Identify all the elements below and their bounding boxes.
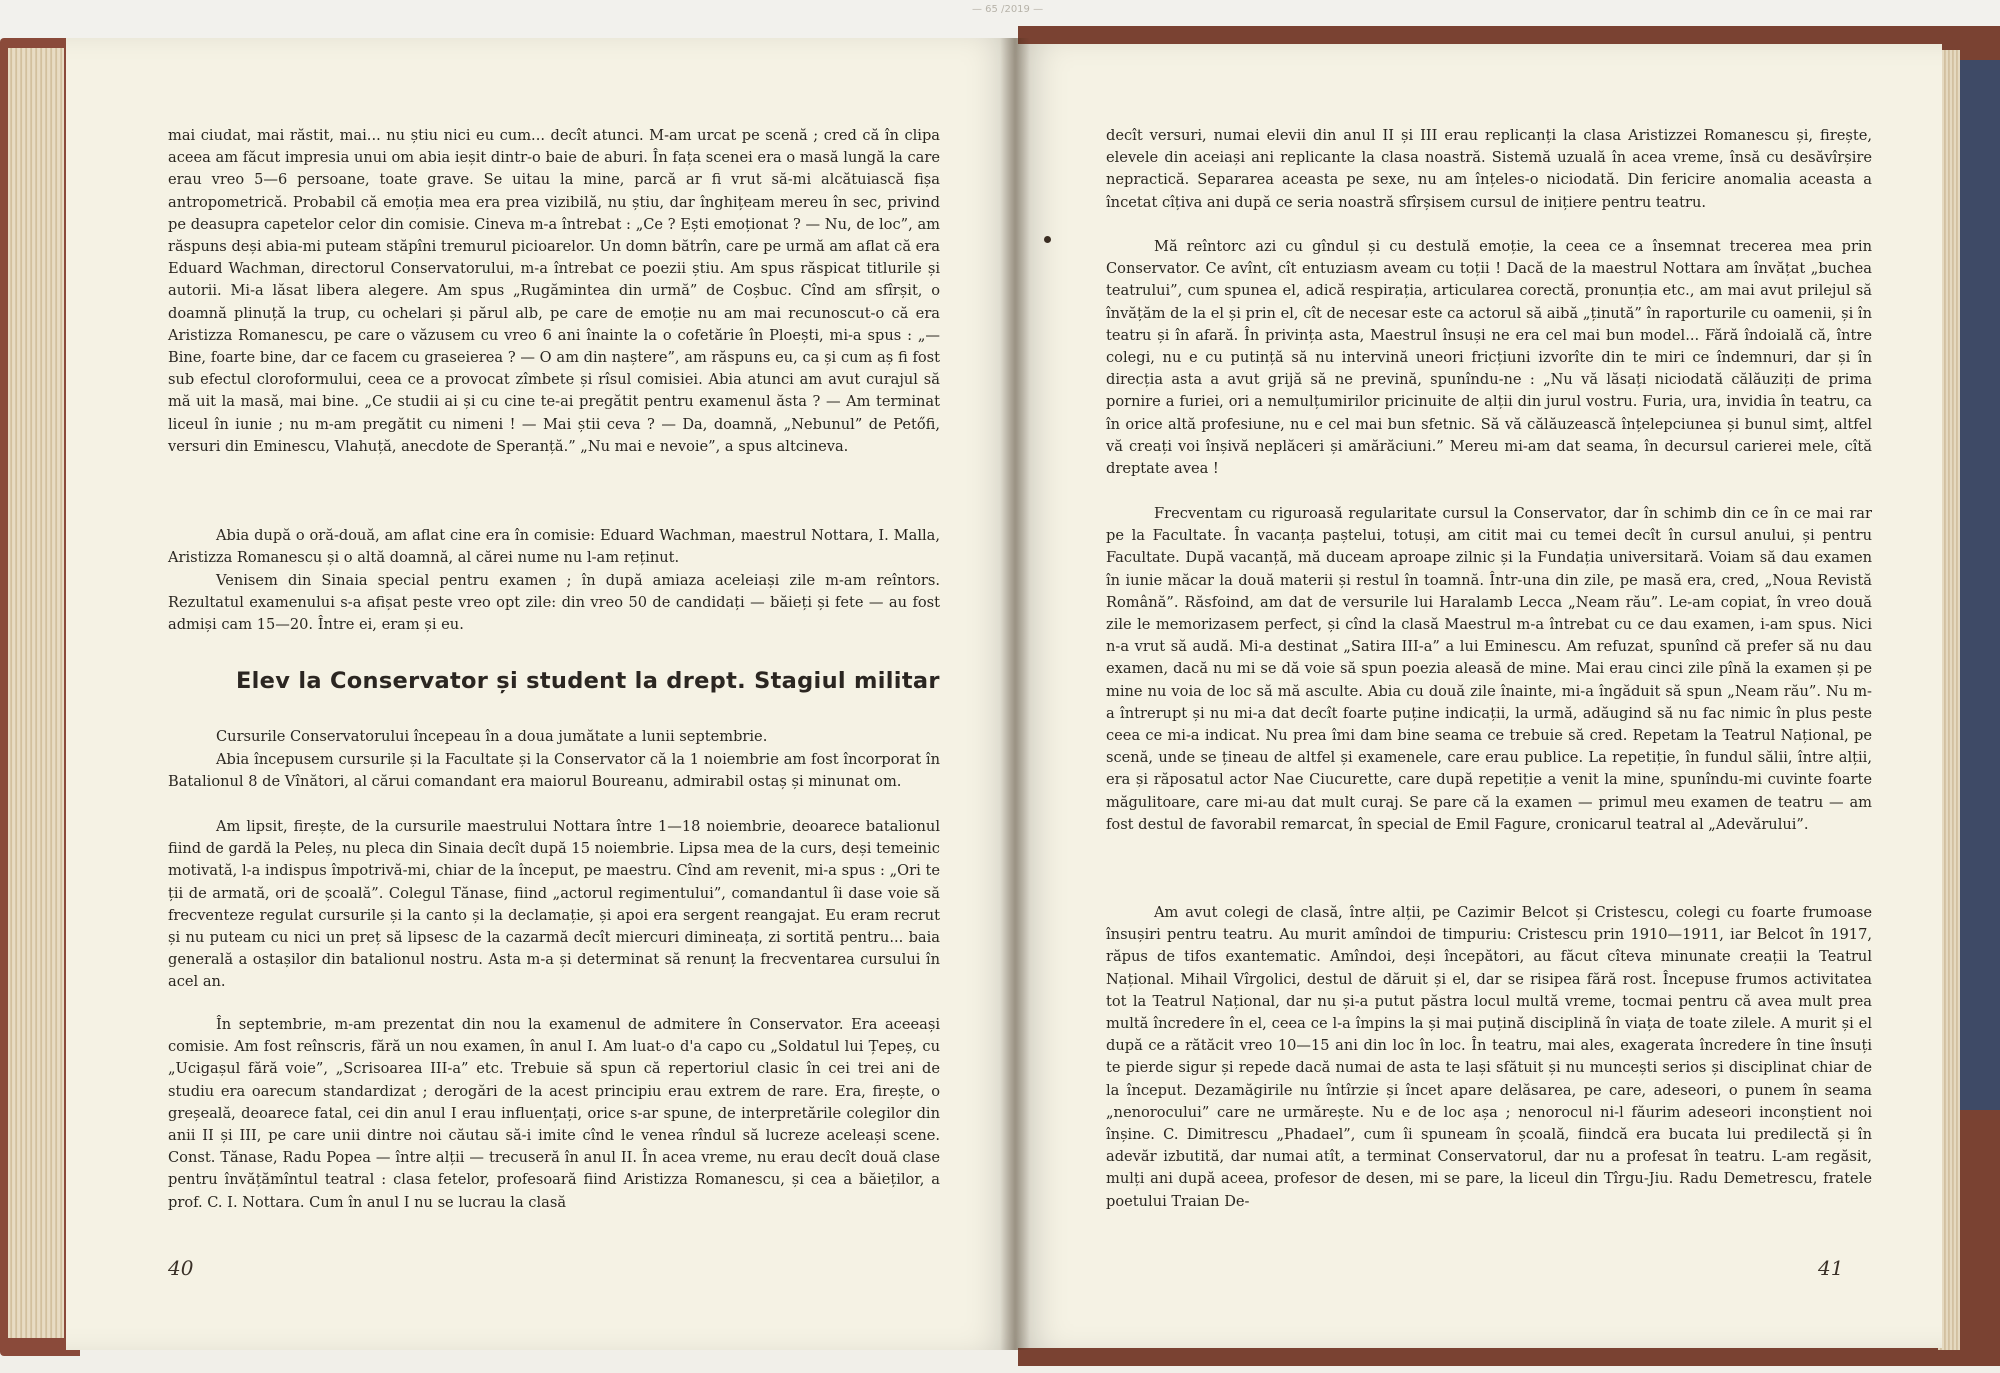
left-paragraph-1: mai ciudat, mai răstit, mai... nu știu nici eu cum... decît atunci. M-am urcat pe scenă ; cred că în clipa aceea am făcut impresia unui om abia ieșit dintr-o baie de aburi. În fața scenei era o masă lungă la care erau vreo 5—6 persoane, toate grave. Se uitau la mine, parcă ar fi vrut să-mi alcătuiască fișa antropometrică. Probabil că emoția mea era prea vizibilă, nu știu, dar înghițeam mereu în sec, privind pe deasupra capetelor celor din comisie. Cineva m-a întrebat : „Ce ? Ești emoționat ? — Nu, de loc”, am răspuns deși abia-mi puteam stăpîni tremurul picioarelor. Un domn bătrîn, care pe urmă am aflat că era Eduard Wachman, directorul Conservatorului, m-a întrebat ce poezii știu. Am spus răspicat titlurile și autorii. Mi-a lăsat libera alegere. Am spus „Rugămintea din urmă” de Coșbuc. Cînd am sfîrșit, o doamnă plinuță la trup, cu ochelari și părul alb, pe care de emoție nu am mai recunoscut-o că era Aristizza Romanescu, pe care o văzusem cu vreo 6 ani înainte la o cofetărie în Ploești, mi-a spus : „— Bine, foarte bine, dar ce facem cu graseierea ? — O am din naștere”, am răspuns eu, ca și cum aș fi fost sub efectul cloroformului, ceea ce a provocat zîmbete și rîsul comisiei. Abia atunci am avut curajul să mă uit la masă, mai bine. „Ce studii ai și cu cine te-ai pregătit pentru examenul ăsta ? — Am terminat liceul în iunie ; nu m-am pregătit cu nimeni ! — Mai știi ceva ? — Da, doamnă, „Nebunul” de Petőfi, versuri din Eminescu, Vlahuță, anecdote de Speranță.” „Nu mai e nevoie”, a spus altcineva. — [168, 127, 940, 455]
margin-mark — [1044, 236, 1051, 243]
left-paragraph-7: În septembrie, m-am prezentat din nou la examenul de admitere în Conservator. Era aceeași comisie. Am fost reînscris, fără un nou examen, în anul I. Am luat-o d'a capo cu „Soldatul lui Țepeș, cu „Ucigașul fără voie”, „Scrisoarea III-a” etc. Trebuie să spun că repertoriul clasic în cei trei ani de studiu era oarecum standardizat ; derogări de la acest principiu erau extrem de rare. Era, firește, o greșeală, deoarece fatal, cei din anul I erau influențați, orice s-ar spune, de interpretările colegilor din anii II și III, pe care unii dintre noi căutau să-i imite cînd le venea rîndul să lucreze aceleași scene. Const. Tănase, Radu Popea — între alții — trecuseră în anul II. În acea vreme, nu erau decît două clase pentru învățămîntul teatral : clasa fetelor, profesoară fiind Aristizza Romanescu, și cea a băieților, a prof. C. I. Nottara. Cum în anul I nu se lucrau la clasă — [168, 1016, 940, 1211]
page-number-right: 41 — [1818, 1256, 1844, 1280]
left-paragraph-2: Abia după o oră-două, am aflat cine era în comisie: Eduard Wachman, maestrul Nottara, I. Malla, Aristizza Romanescu și o altă doamnă, al cărei nume nu l-am reținut. — [168, 527, 940, 567]
archive-stamp: — 65 /2019 — — [972, 4, 1044, 15]
section-heading: Elev la Conservator și student la drept. Stagiul militar — [236, 668, 940, 694]
right-paragraph-4: Am avut colegi de clasă, între alții, pe Cazimir Belcot și Cristescu, colegi cu foarte frumoase însușiri pentru teatru. Au murit amîndoi de timpuriu: Cristescu prin 1910—1911, iar Belcot în 1917, răpus de tifos exantematic. Amîndoi, deși începători, au făcut cîteva minunate creații la Teatrul Național. Mihail Vîrgolici, destul de dăruit și el, dar se risipea fără rost. Începuse frumos activitatea tot la Teatrul Național, dar nu și-a putut păstra locul multă vreme, tocmai pentru că avea mult prea multă încredere în el, ceea ce l-a împins la și mai puțină disciplină în viața de toate zilele. A murit și el după ce a rătăcit vreo 10—15 ani din loc în loc. În teatru, mai ales, exagerata încredere în tine însuți te pierde sigur și repede dacă numai de asta te lași sfătuit și nu muncești serios și disciplinat chiar de la început. Dezamăgirile nu întîrzie și încet apare delăsarea, pe care, adeseori, o punem în seama „nenorocului” care ne urmărește. Nu e de loc așa ; nenorocul ni-l făurim adeseori inconștient noi înșine. C. Dimitrescu „Phadael”, cum îi spuneam în școală, fiindcă era bucata lui predilectă și în adevăr izbutită, dar numai atît, a terminat Conservatorul, dar nu a profesat în teatru. L-am regăsit, mulți ani după aceea, profesor de desen, mi se pare, la liceul din Tîrgu-Jiu. Radu Demetrescu, fratele poetului Traian De- — [1106, 904, 1872, 1210]
right-paragraph-1: decît versuri, numai elevii din anul II și III erau replicanți la clasa Aristizzei Romanescu și, firește, elevele din aceiași ani replicante la clasa noastră. Sistemă uzuală în acea vreme, însă cu desăvîrșire nepractică. Separarea aceasta pe sexe, nu am înțeles-o niciodată. Din fericire anomalia aceasta a încetat cîțiva ani după ce seria noastră sfîrșisem cursul de inițiere pentru teatru. — [1106, 127, 1872, 211]
left-paragraph-6: Am lipsit, firește, de la cursurile maestrului Nottara între 1—18 noiembrie, deoarece batalionul fiind de gardă la Peleș, nu pleca din Sinaia decît după 15 noiembrie. Lipsa mea de la curs, deși temeinic motivată, l-a indispus împotrivă-mi, chiar de la început, pe maestru. Cînd am revenit, mi-a spus : „Ori te ții de armată, ori de școală”. Colegul Tănase, fiind „actorul regimentului”, comandantul îi dase voie să frecventeze regulat cursurile și la canto și la declamație, și apoi era sergent reangajat. Eu eram recrut și nu puteam cu nici un preț să lipsesc de la cazarmă decît miercuri dimineața, zi sortită pentru... baia generală a ostașilor din batalionul nostru. Asta m-a și determinat să renunț la frecventarea cursului în acel an. — [168, 818, 940, 991]
page-edges-left — [8, 48, 64, 1338]
right-paragraph-3: Frecventam cu riguroasă regularitate cursul la Conservator, dar în schimb din ce în ce mai rar pe la Facultate. În vacanța paștelui, totuși, am citit mai cu temei decît în cursul anului, și pentru Facultate. După vacanță, mă duceam aproape zilnic și la Fundația universitară. Voiam să dau examen în iunie măcar la două materii și restul în toamnă. Într-una din zile, pe masă era, cred, „Noua Revistă Română”. Răsfoind, am dat de versurile lui Haralamb Lecca „Neam rău”. Le-am copiat, în vreo două zile le memorizasem perfect, și cînd la clasă Maestrul m-a întrebat cu ce dau examen, i-am spus. Nici n-a vrut să audă. Mi-a destinat „Satira III-a” a lui Eminescu. Am refuzat, spunînd că prefer să nu dau examen, dacă nu mi se dă voie să spun poezia aleasă de mine. Mai erau cinci zile pînă la examen și pe mine nu voia de loc să mă asculte. Abia cu două zile înainte, mi-a îngăduit să spun „Neam rău”. Nu m-a întrerupt și nu mi-a dat decît foarte puține indicații, la urmă, adăugind să nu fac nimic în plus peste ceea ce mi-a indicat. Nu prea îmi dam bine seama ce trebuie să cred. Repetam la Teatrul Național, pe scenă, unde se țineau de altfel și examenele, care erau publice. La repetiție, în fundul sălii, între alții, era și răposatul actor Nae Ciucurette, care după repetiție a venit la mine, spunîndu-mi cuvinte foarte măgulitoare, care mi-au dat mult curaj. Se pare că la examen — primul meu examen de teatru — am fost destul de favorabil remarcat, în special de Emil Fagure, cronicarul teatral al „Adevărului”. — [1106, 505, 1872, 833]
right-paragraph-2: Mă reîntorc azi cu gîndul și cu destulă emoție, la ceea ce a însemnat trecerea mea prin Conservator. Ce avînt, cît entuziasm aveam cu toții ! Dacă de la maestrul Nottara am învățat „buchea teatrului”, cum spunea el, adică respirația, articularea corectă, pronunția etc., am mai avut prilejul să învățăm de la el și prin el, cît de necesar este ca actorul să aibă „ținută” în raporturile cu oamenii, și în teatru și în afară. În privința asta, Maestrul însuși ne era cel mai bun model... Fără îndoială că, între colegi, nu e cu putință să nu intervină uneori fricțiuni izvorîte din te miri ce îndemnuri, dar și în direcția asta a avut grijă să ne prevină, spunîndu-ne : „Nu vă lăsați niciodată călăuziți de prima pornire a furiei, ori a nemulțumirilor pricinuite de alții din jurul vostru. Furia, ura, invidia în teatru, ca în orice altă profesiune, nu e cel mai bun sfetnic. Să vă călăuzească înțelepciunea și bunul simț, altfel vă creați voi înșivă neplăceri și amărăciuni.” Mereu mi-am dat seama, în decursul carierei mele, cîtă dreptate avea ! — [1106, 238, 1872, 478]
left-paragraph-3: Venisem din Sinaia special pentru examen ; în după amiaza aceleiași zile m-am reîntors. Rezultatul examenului s-a afișat peste vreo opt zile: din vreo 50 de candidați — băieți și fete — au fost admiși cam 15—20. Între ei, eram și eu. — [168, 572, 940, 634]
book-spine-cloth — [1960, 60, 2000, 1110]
page-number-left: 40 — [168, 1256, 194, 1280]
left-paragraph-5: Abia începusem cursurile și la Facultate și la Conservator că la 1 noiembrie am fost încorporat în Batalionul 8 de Vînători, al cărui comandant era maiorul Boureanu, admirabil ostaș și minunat om. — [168, 751, 940, 791]
book-gutter — [1000, 38, 1030, 1350]
left-paragraph-4: Cursurile Conservatorului începeau în a doua jumătate a lunii septembrie. — [216, 728, 768, 745]
